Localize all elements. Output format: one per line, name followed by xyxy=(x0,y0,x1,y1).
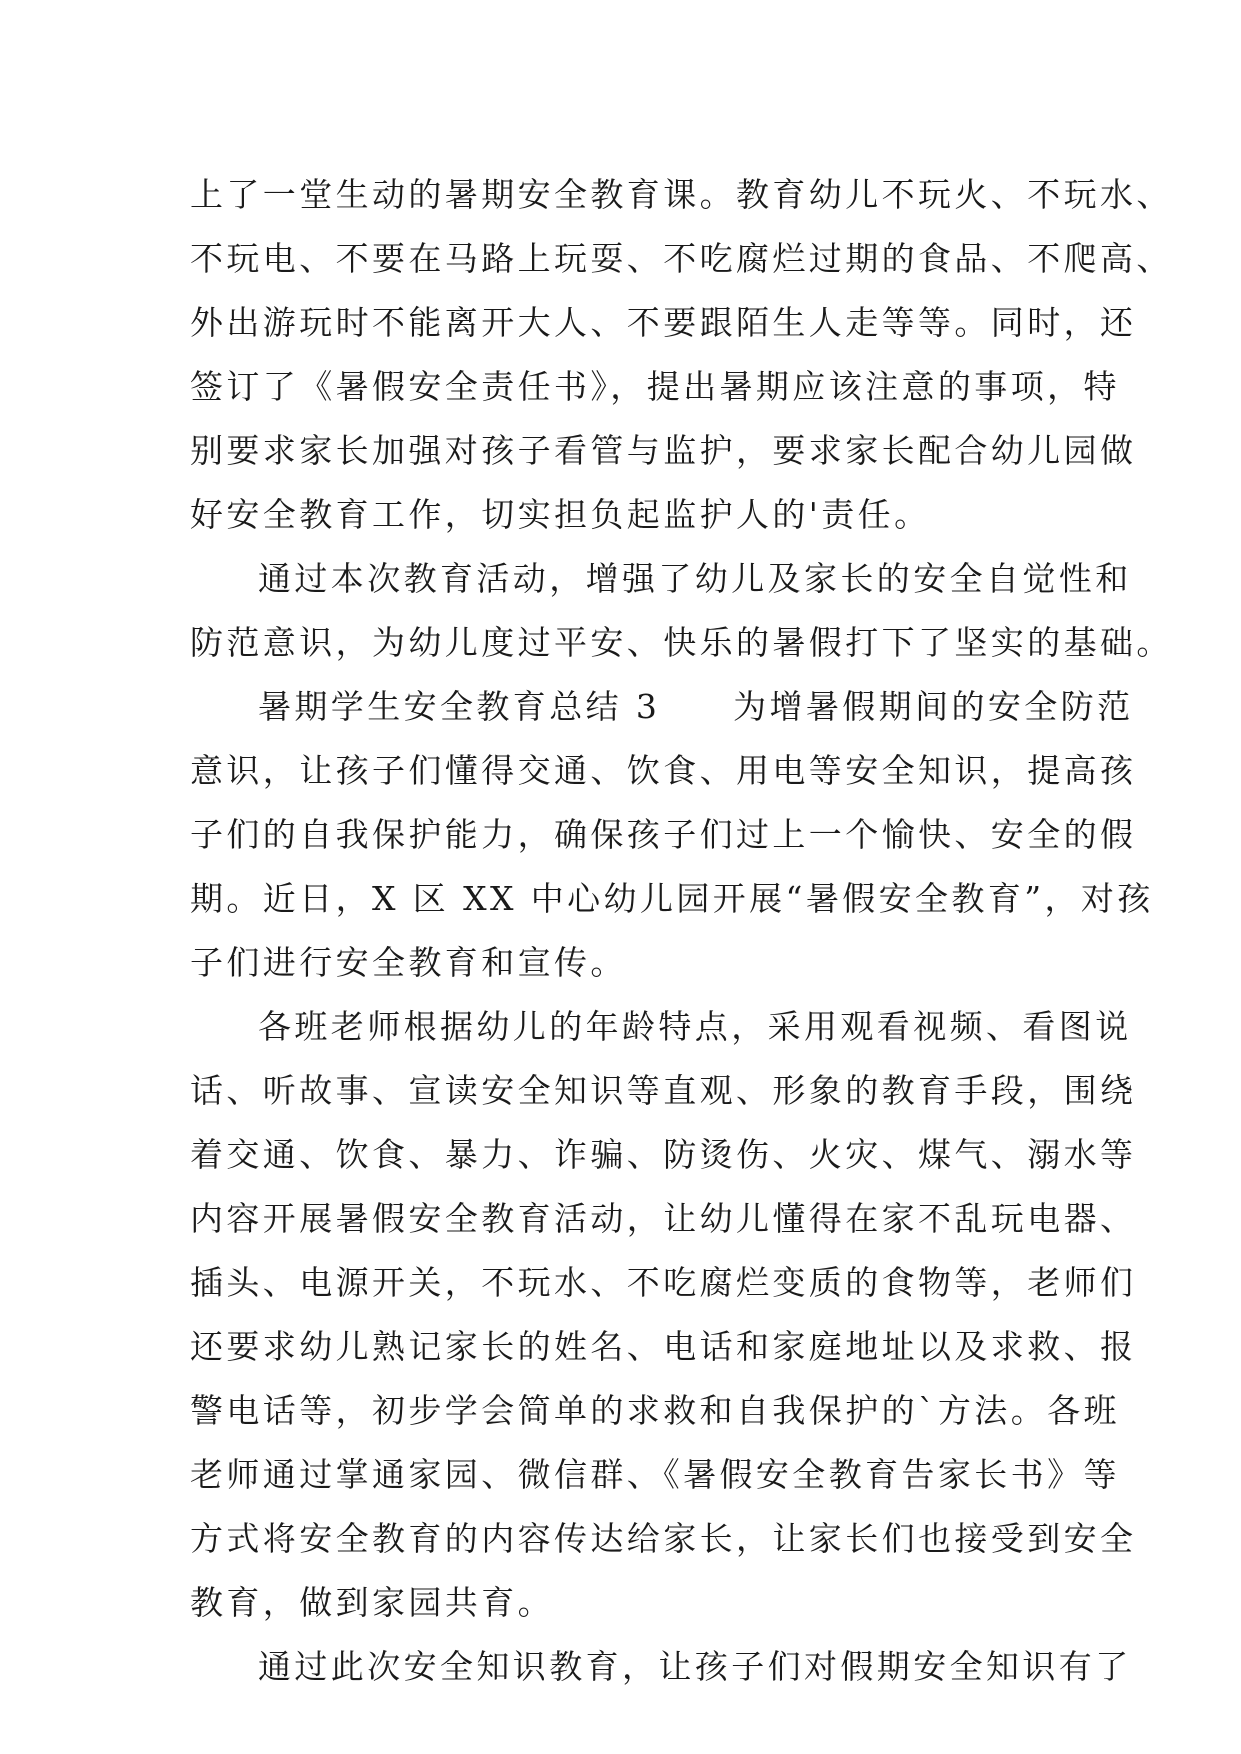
text-line-6: 好安全教育工作，切实担负起监护人的'责任。 xyxy=(190,495,931,534)
text-line-19: 还要求幼儿熟记家长的姓名、电话和家庭地址以及求救、报 xyxy=(190,1327,1137,1366)
text-line-14: 各班老师根据幼儿的年龄特点，采用观看视频、看图说 xyxy=(258,1007,1132,1046)
text-line-1: 上了一堂生动的暑期安全教育课。教育幼儿不玩火、不玩水、 xyxy=(190,175,1173,214)
text-line-13: 子们进行安全教育和宣传。 xyxy=(190,943,627,982)
text-line-22: 方式将安全教育的内容传达给家长，让家长们也接受到安全 xyxy=(190,1519,1137,1558)
text-line-10: 意识，让孩子们懂得交通、饮食、用电等安全知识，提高孩 xyxy=(190,751,1137,790)
text-line-18: 插头、电源开关，不玩水、不吃腐烂变质的食物等，老师们 xyxy=(190,1263,1137,1302)
text-line-9: 暑期学生安全教育总结 3 为增暑假期间的安全防范 xyxy=(258,687,1134,726)
text-line-15: 话、听故事、宣读安全知识等直观、形象的教育手段，围绕 xyxy=(190,1071,1137,1110)
text-line-2: 不玩电、不要在马路上玩耍、不吃腐烂过期的食品、不爬高、 xyxy=(190,239,1173,278)
text-line-5: 别要求家长加强对孩子看管与监护，要求家长配合幼儿园做 xyxy=(190,431,1137,470)
text-line-17: 内容开展暑假安全教育活动，让幼儿懂得在家不乱玩电器、 xyxy=(190,1199,1137,1238)
text-line-20: 警电话等，初步学会简单的求救和自我保护的`方法。各班 xyxy=(190,1391,1120,1430)
text-line-4: 签订了《暑假安全责任书》，提出暑期应该注意的事项，特 xyxy=(190,367,1120,406)
text-line-7: 通过本次教育活动，增强了幼儿及家长的安全自觉性和 xyxy=(258,559,1132,598)
text-line-23: 教育，做到家园共育。 xyxy=(190,1583,554,1622)
text-line-21: 老师通过掌通家园、微信群、《暑假安全教育告家长书》等 xyxy=(190,1455,1120,1494)
text-line-12: 期。近日，X 区 XX 中心幼儿园开展“暑假安全教育”，对孩 xyxy=(190,879,1154,918)
text-line-11: 子们的自我保护能力，确保孩子们过上一个愉快、安全的假 xyxy=(190,815,1137,854)
document-body xyxy=(190,163,1173,1699)
text-line-16: 着交通、饮食、暴力、诈骗、防烫伤、火灾、煤气、溺水等 xyxy=(190,1135,1137,1174)
text-line-8: 防范意识，为幼儿度过平安、快乐的暑假打下了坚实的基础。 xyxy=(190,623,1173,662)
text-line-3: 外出游玩时不能离开大人、不要跟陌生人走等等。同时，还 xyxy=(190,303,1137,342)
text-line-24: 通过此次安全知识教育，让孩子们对假期安全知识有了 xyxy=(258,1647,1132,1686)
